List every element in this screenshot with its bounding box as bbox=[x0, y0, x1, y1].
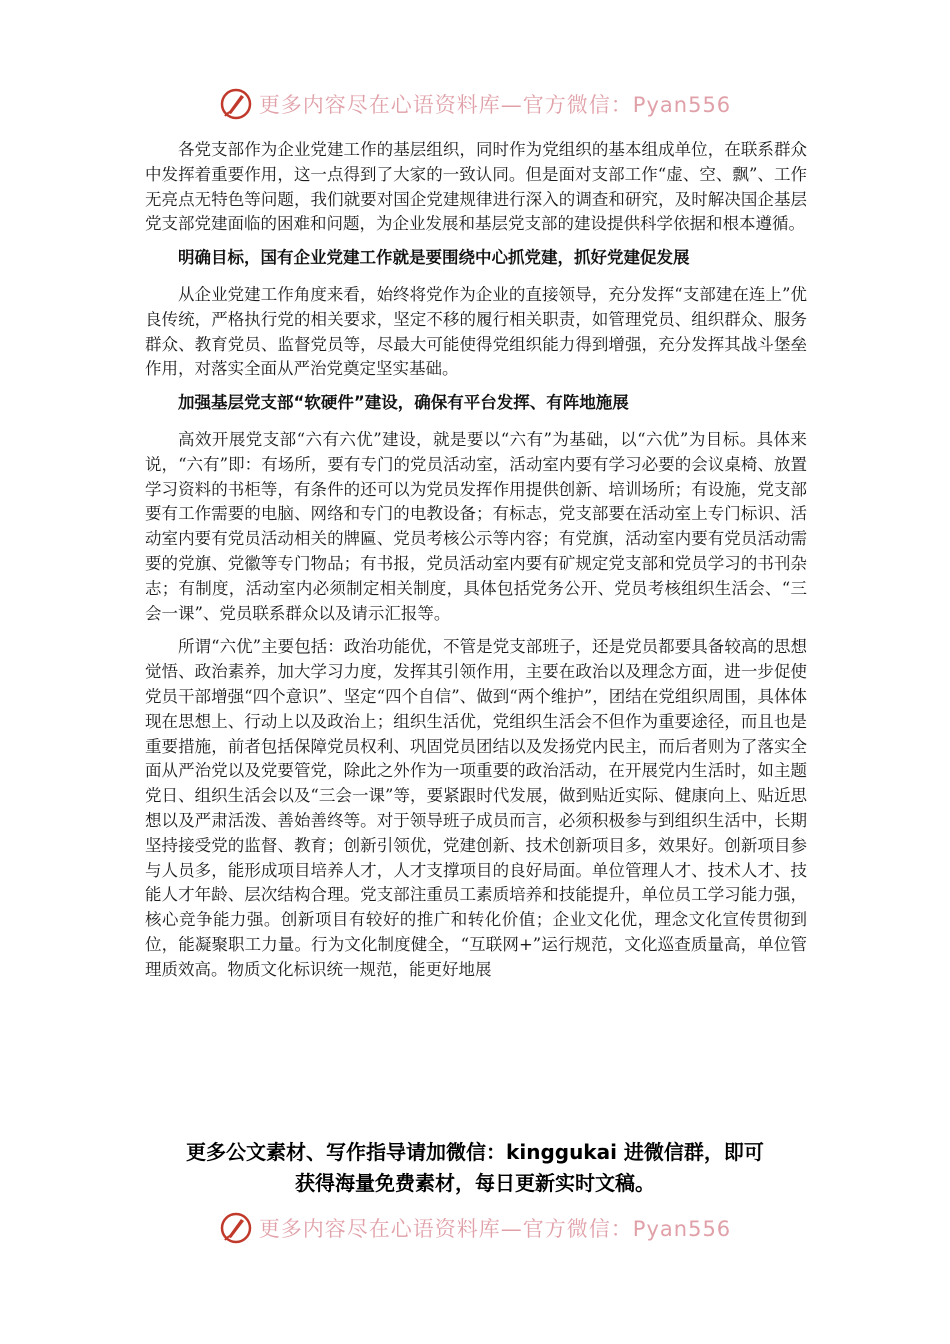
document-body bbox=[145, 138, 807, 992]
paragraph-4: 所谓“六优”主要包括：政治功能优，不管是党支部班子，还是党员都要具备较高的思想觉悟、政治素养，加大学习力度，发挥其引领作用，主要在政治以及理念方面，进一步促使党员干部增强“四个意识”、坚定“四个自信”、做到“两个维护”，团结在党组织周围，具体体现在思想上、行动上以及政治上；组织生活优，党组织生活会不但作为重要途径，而且也是重要措施，前者包括保障党员权利、巩固党员团结以及发扬党内民主，而后者则为了落实全面从严治党以及党要管党，除此之外作为一项重要的政治活动，在开展党内生活时，如主题党日、组织生活会以及“三会一课”等，要紧跟时代发展，做到贴近实际、健康向上、贴近思想以及严肃活泼、善始善终等。对于领导班子成员而言，必须积极参与到组织生活中，长期坚持接受党的监督、教育；创新引领优，党建创新、技术创新项目多，效果好。创新项目参与人员多，能形成项目培养人才，人才支撑项目的良好局面。单位管理人才、技术人才、技能人才年龄、层次结构合理。党支部注重员工素质培养和技能提升，单位员工学习能力强，核心竞争能力强。创新项目有较好的推广和转化价值；企业文化优，理念文化宣传贯彻到位，能凝聚职工力量。行为文化制度健全，“互联网+”运行规范，文化巡查质量高，单位管理质效高。物质文化标识统一规范，能更好地展 bbox=[145, 637, 807, 979]
watermark-top bbox=[0, 84, 950, 124]
paragraph-2: 从企业党建工作角度来看，始终将党作为企业的直接领导，充分发挥“支部建在连上”优良传统，严格执行党的相关要求，坚定不移的履行相关职责，如管理党员、组织群众、服务群众、教育党员、监督党员等，尽最大可能使得党组织能力得到增强，充分发挥其战斗堡垒作用，对落实全面从严治党奠定坚实基础。 bbox=[145, 284, 807, 379]
watermark-text: 更多内容尽在心语资料库—官方微信：Pyan556 bbox=[258, 93, 732, 117]
watermark-text: 更多内容尽在心语资料库—官方微信：Pyan556 bbox=[258, 1217, 732, 1241]
watermark-bottom bbox=[0, 1208, 950, 1248]
section-heading-1: 明确目标，国有企业党建工作就是要围绕中心抓党建，抓好党建促发展 bbox=[178, 248, 690, 268]
footer-promo-line-1: 更多公文素材、写作指导请加微信：kinggukai 进微信群，即可 bbox=[186, 1140, 764, 1164]
quill-logo-icon bbox=[219, 1211, 253, 1245]
section-heading-2: 加强基层党支部“软硬件”建设，确保有平台发挥、有阵地施展 bbox=[178, 393, 629, 413]
footer-promo-line-2: 获得海量免费素材，每日更新实时文稿。 bbox=[295, 1171, 655, 1195]
paragraph-3: 高效开展党支部“六有六优”建设，就是要以“六有”为基础，以“六优”为目标。具体来说，“六有”即：有场所，要有专门的党员活动室，活动室内要有学习必要的会议桌椅、放置学习资料的书柜等，有条件的还可以为党员发挥作用提供创新、培训场所；有设施，党支部要有工作需要的电脑、网络和专门的电教设备；有标志，党支部要在活动室上专门标识、活动室内要有党员活动相关的牌匾、党员考核公示等内容；有党旗，活动室内要有党员活动需要的党旗、党徽等专门物品；有书报，党员活动室内要有矿规定党支部和党员学习的书刊杂志；有制度，活动室内必须制定相关制度，具体包括党务公开、党员考核组织生活会、“三会一课”、党员联系群众以及请示汇报等。 bbox=[145, 429, 807, 623]
footer-promo bbox=[120, 1137, 830, 1199]
paragraph-1: 各党支部作为企业党建工作的基层组织，同时作为党组织的基本组成单位，在联系群众中发挥着重要作用，这一点得到了大家的一致认同。但是面对支部工作“虚、空、飘”、工作无亮点无特色等问题，我们就要对国企党建规律进行深入的调查和研究，及时解决国企基层党支部党建面临的困难和问题，为企业发展和基层党支部的建设提供科学依据和根本遵循。 bbox=[145, 140, 807, 234]
quill-logo-icon bbox=[219, 87, 253, 121]
